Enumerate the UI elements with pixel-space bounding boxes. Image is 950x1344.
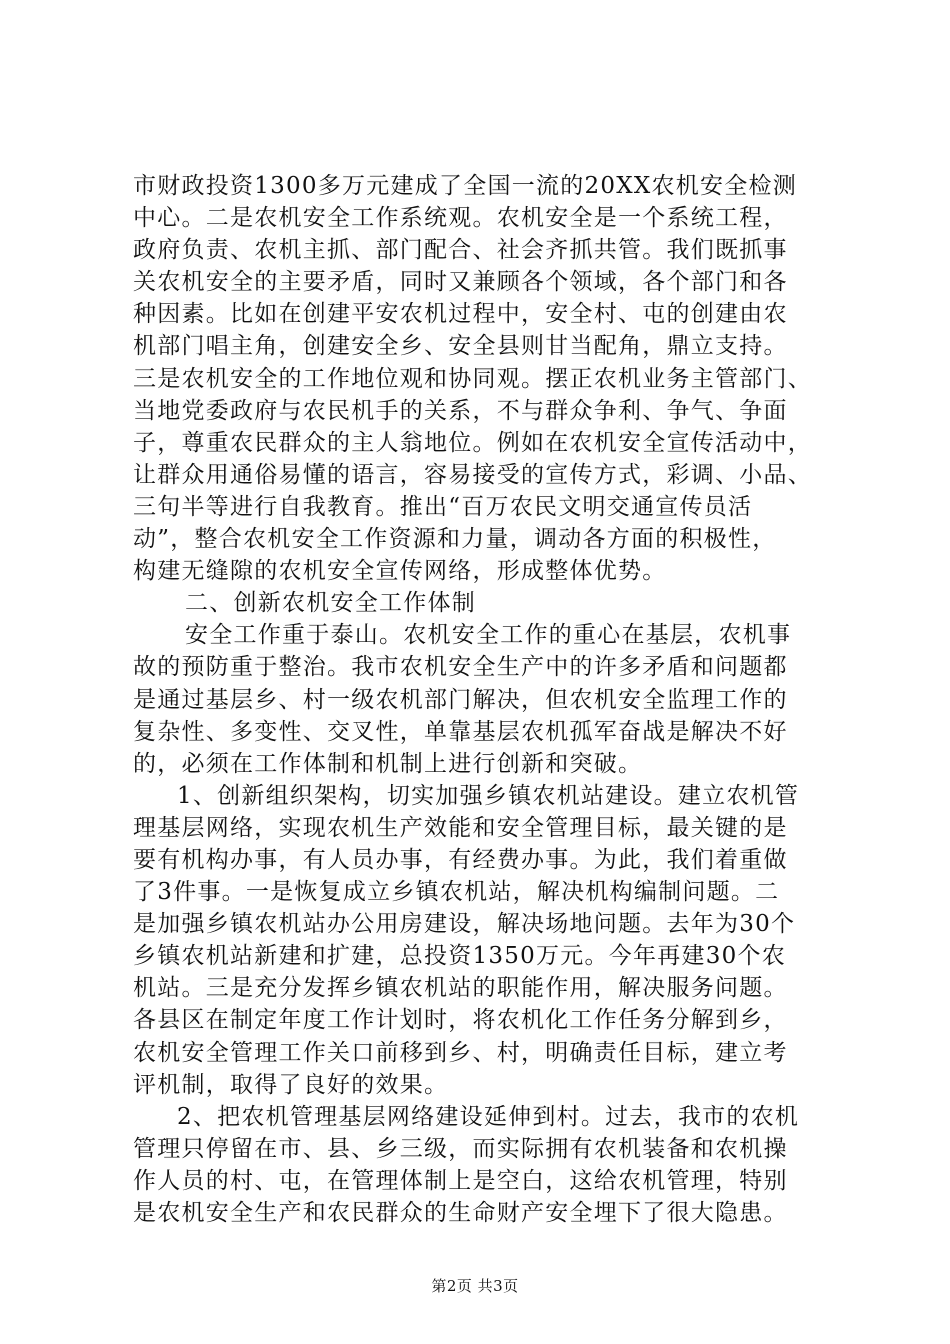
text-line: 管理只停留在市、县、乡三级，而实际拥有农机装备和农机操 bbox=[133, 1135, 788, 1162]
text-line: 三句半等进行自我教育。推出“百万农民文明交通宣传员活 bbox=[133, 493, 753, 520]
text-line: 政府负责、农机主抓、部门配合、社会齐抓共管。我们既抓事 bbox=[133, 237, 788, 264]
page-number: 第2页 共3页 bbox=[431, 1277, 519, 1295]
text-line: 乡镇农机站新建和扩建，总投资1350万元。今年再建30个农 bbox=[133, 943, 787, 970]
text-line: 让群众用通俗易懂的语言，容易接受的宣传方式，彩调、小品、 bbox=[133, 461, 812, 488]
text-line: 子，尊重农民群众的主人翁地位。例如在农机安全宣传活动中， bbox=[133, 429, 812, 456]
text-line: 2、把农机管理基层网络建设延伸到村。过去，我市的农机 bbox=[177, 1103, 800, 1130]
text-line: 农机安全管理工作关口前移到乡、村，明确责任目标，建立考 bbox=[133, 1039, 788, 1066]
text-line: 的，必须在工作体制和机制上进行创新和突破。 bbox=[133, 750, 643, 777]
text-line: 构建无缝隙的农机安全宣传网络，形成整体优势。 bbox=[133, 558, 667, 585]
text-line: 各县区在制定年度工作计划时，将农机化工作任务分解到乡， bbox=[133, 1007, 788, 1034]
text-line: 种因素。比如在创建平安农机过程中，安全村、屯的创建由农 bbox=[133, 301, 788, 328]
text-line: 机部门唱主角，创建安全乡、安全县则甘当配角，鼎立支持。 bbox=[133, 333, 788, 360]
text-line: 了3件事。一是恢复成立乡镇农机站，解决机构编制问题。二 bbox=[133, 879, 780, 906]
text-line: 要有机构办事，有人员办事，有经费办事。为此，我们着重做 bbox=[133, 846, 788, 873]
text-line: 故的预防重于整治。我市农机安全生产中的许多矛盾和问题都 bbox=[133, 654, 788, 681]
section-heading: 二、创新农机安全工作体制 bbox=[185, 590, 476, 617]
text-line: 理基层网络，实现农机生产效能和安全管理目标，最关键的是 bbox=[133, 814, 788, 841]
text-line: 机站。三是充分发挥乡镇农机站的职能作用，解决服务问题。 bbox=[133, 975, 788, 1002]
text-line: 是加强乡镇农机站办公用房建设，解决场地问题。去年为30个 bbox=[133, 911, 796, 938]
text-line: 评机制，取得了良好的效果。 bbox=[133, 1071, 449, 1098]
text-line: 市财政投资1300多万元建成了全国一流的20XX农机安全检测 bbox=[133, 173, 798, 199]
text-line: 是农机安全生产和农民群众的生命财产安全埋下了很大隐患。 bbox=[133, 1200, 788, 1226]
text-line: 关农机安全的主要矛盾，同时又兼顾各个领域，各个部门和各 bbox=[133, 269, 788, 296]
text-line: 三是农机安全的工作地位观和协同观。摆正农机业务主管部门、 bbox=[133, 365, 812, 392]
text-line: 是通过基层乡、村一级农机部门解决，但农机安全监理工作的 bbox=[133, 686, 788, 713]
text-line: 安全工作重于泰山。农机安全工作的重心在基层，农机事 bbox=[185, 622, 792, 649]
text-line: 当地党委政府与农民机手的关系，不与群众争利、争气、争面 bbox=[133, 397, 788, 424]
text-line: 动”，整合农机安全工作资源和力量，调动各方面的积极性， bbox=[133, 526, 777, 553]
text-line: 复杂性、多变性、交叉性，单靠基层农机孤军奋战是解决不好 bbox=[133, 718, 788, 745]
document-body bbox=[133, 170, 833, 1229]
text-line: 中心。二是农机安全工作系统观。农机安全是一个系统工程， bbox=[133, 205, 788, 232]
text-line: 1、创新组织架构，切实加强乡镇农机站建设。建立农机管 bbox=[177, 782, 800, 809]
text-line: 作人员的村、屯，在管理体制上是空白，这给农机管理，特别 bbox=[133, 1167, 788, 1194]
